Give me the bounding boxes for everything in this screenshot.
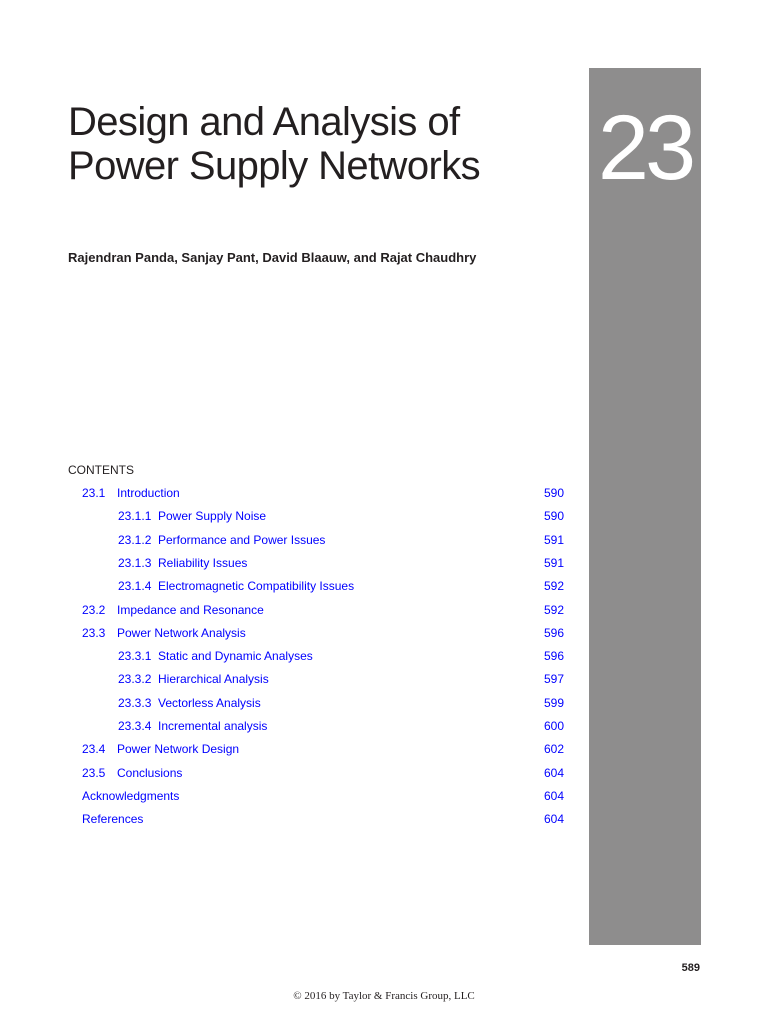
toc-page-number[interactable]: 599: [543, 695, 564, 710]
toc-entry[interactable]: [0, 694, 566, 712]
toc-section-title[interactable]: Impedance and Resonance: [117, 602, 264, 617]
toc-section-title[interactable]: Reliability Issues: [158, 555, 248, 570]
toc-entry[interactable]: [0, 507, 566, 525]
page-number: 589: [681, 962, 700, 974]
toc-page-number[interactable]: 590: [543, 486, 564, 500]
toc-section-title[interactable]: Acknowledgments: [82, 788, 180, 803]
toc-section-number: 23.3.2: [118, 672, 152, 687]
toc-section-number: 23.3.4: [118, 719, 152, 733]
toc-section-number: 23.3: [82, 625, 106, 640]
toc-section-number: 23.1.1: [118, 509, 152, 524]
toc-section-number: 23.1: [82, 486, 106, 500]
chapter-authors: Rajendran Panda, Sanjay Pant, David Blaauw, and Rajat Chaudhry: [68, 250, 477, 265]
toc-page-number[interactable]: 592: [543, 602, 564, 617]
toc-page-number[interactable]: 590: [543, 509, 564, 524]
toc-entry[interactable]: [0, 624, 566, 642]
toc-section-title[interactable]: Conclusions: [117, 765, 183, 780]
toc-entry[interactable]: [0, 670, 566, 688]
toc-page-number[interactable]: 596: [543, 625, 564, 640]
toc-entry[interactable]: [0, 647, 566, 665]
toc-entry[interactable]: [0, 554, 566, 572]
toc-page-number[interactable]: 604: [543, 812, 564, 827]
toc-entry[interactable]: [0, 484, 566, 502]
copyright-notice: © 2016 by Taylor & Francis Group, LLC: [293, 990, 475, 1002]
toc-page-number[interactable]: 591: [543, 532, 564, 547]
toc-entry[interactable]: [0, 740, 566, 758]
toc-section-number: 23.3.3: [118, 695, 152, 710]
toc-section-number: 23.5: [82, 765, 106, 780]
toc-page-number[interactable]: 600: [543, 719, 564, 733]
toc-section-number: 23.2: [82, 602, 106, 617]
toc-page-number[interactable]: 604: [543, 765, 564, 780]
toc-section-number: 23.1.2: [118, 532, 152, 547]
toc-page-number[interactable]: 596: [543, 649, 564, 664]
chapter-number: 23: [597, 97, 693, 199]
toc-section-title[interactable]: References: [82, 812, 144, 827]
toc-entry[interactable]: [0, 531, 566, 549]
toc-page-number[interactable]: 597: [543, 672, 564, 687]
toc-section-title[interactable]: Power Network Design: [117, 742, 240, 757]
chapter-title-line-1: Design and Analysis of: [68, 100, 460, 144]
toc-entry[interactable]: [0, 601, 566, 619]
toc-section-title[interactable]: Vectorless Analysis: [158, 695, 261, 710]
toc-section-number: 23.1.4: [118, 579, 152, 594]
toc-page-number[interactable]: 602: [543, 742, 564, 757]
toc-entry[interactable]: [0, 810, 566, 828]
toc-entry[interactable]: [0, 577, 566, 595]
toc-section-title[interactable]: Performance and Power Issues: [158, 532, 326, 547]
toc-page-number[interactable]: 604: [543, 788, 564, 803]
toc-page-number[interactable]: 592: [543, 579, 564, 594]
contents-heading: CONTENTS: [68, 463, 134, 477]
toc-section-title[interactable]: Power Network Analysis: [117, 625, 246, 640]
toc-section-title[interactable]: Introduction: [117, 486, 180, 500]
toc-section-number: 23.4: [82, 742, 106, 757]
chapter-title: [68, 100, 568, 188]
toc-section-title[interactable]: Hierarchical Analysis: [158, 672, 269, 687]
toc-section-title[interactable]: Incremental analysis: [158, 719, 268, 733]
toc-page-number[interactable]: 591: [543, 555, 564, 570]
toc-section-title[interactable]: Static and Dynamic Analyses: [158, 649, 313, 664]
toc-section-number: 23.3.1: [118, 649, 152, 664]
toc-entry[interactable]: [0, 717, 566, 735]
toc-entry[interactable]: [0, 787, 566, 805]
toc-section-number: 23.1.3: [118, 555, 152, 570]
toc-section-title[interactable]: Power Supply Noise: [158, 509, 267, 524]
toc-entry[interactable]: [0, 764, 566, 782]
chapter-tab: [589, 68, 701, 945]
toc-section-title[interactable]: Electromagnetic Compatibility Issues: [158, 579, 355, 594]
chapter-title-line-2: Power Supply Networks: [68, 144, 481, 188]
